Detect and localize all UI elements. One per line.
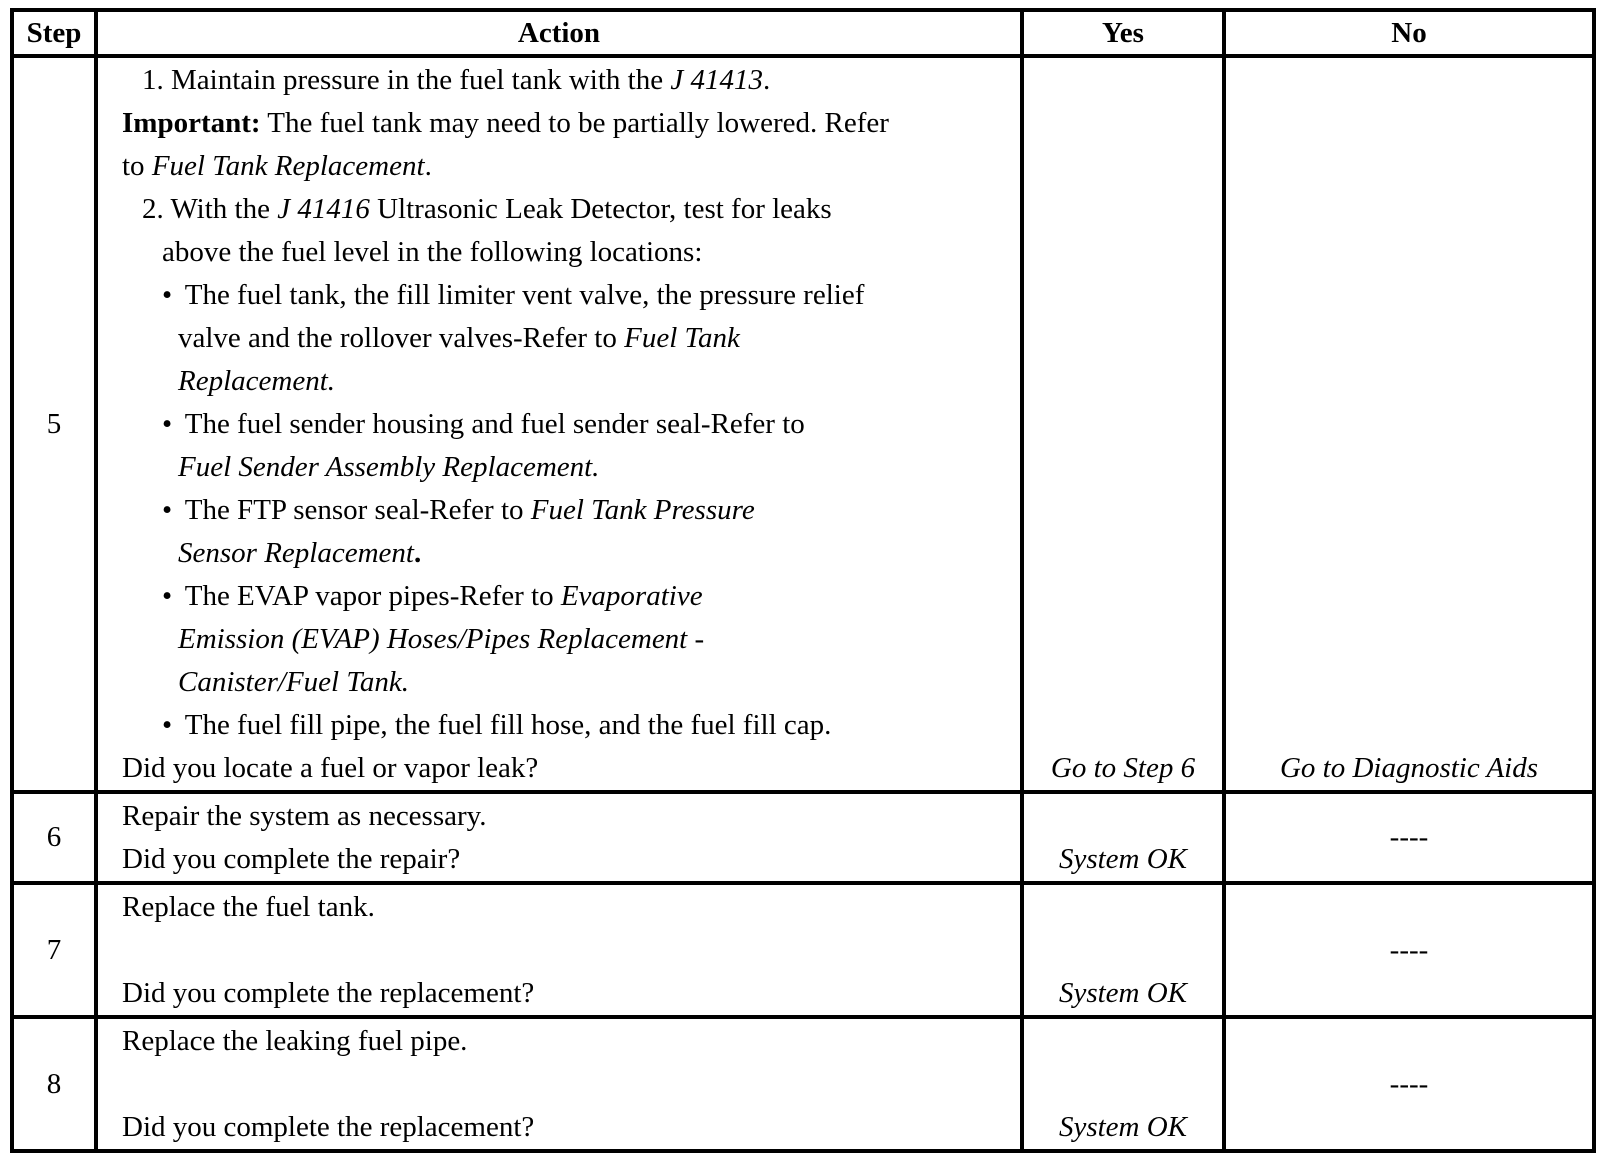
header-no: No	[1224, 10, 1594, 56]
header-step: Step	[12, 10, 96, 56]
yes-cell: Go to Step 6	[1022, 56, 1224, 792]
bullet-1-cont: valve and the rollover valves-Refer to Fuel Tank	[178, 322, 740, 354]
question: Did you locate a fuel or vapor leak?	[122, 752, 539, 784]
action-cell	[96, 883, 1022, 1017]
table-row-step-8	[12, 1017, 1594, 1151]
no-cell: Go to Diagnostic Aids	[1224, 56, 1594, 792]
question: Did you complete the repair?	[122, 843, 461, 875]
step-number: 8	[12, 1017, 96, 1151]
yes-cell: System OK	[1022, 1017, 1224, 1151]
action-cell	[96, 1017, 1022, 1151]
step-number: 6	[12, 792, 96, 883]
bullet-3: • The FTP sensor seal-Refer to Fuel Tank Pressure	[162, 494, 755, 526]
instruction-2: 2. With the J 41416 Ultrasonic Leak Detector, test for leaks	[142, 193, 832, 225]
action-text: Replace the fuel tank.	[122, 891, 375, 923]
bullet-4: • The EVAP vapor pipes-Refer to Evaporative	[162, 580, 703, 612]
important-note-cont: to Fuel Tank Replacement.	[122, 150, 432, 182]
yes-cell: System OK	[1022, 883, 1224, 1017]
bullet-2: • The fuel sender housing and fuel sender seal-Refer to	[162, 408, 805, 440]
no-cell: ----	[1224, 792, 1594, 883]
header-yes: Yes	[1022, 10, 1224, 56]
bullet-3-ref: Sensor Replacement.	[178, 537, 422, 569]
header-action: Action	[96, 10, 1022, 56]
action-cell	[96, 56, 1022, 792]
question: Did you complete the replacement?	[122, 1111, 535, 1143]
bullet-4-ref-cont: Canister/Fuel Tank.	[178, 666, 409, 698]
question: Did you complete the replacement?	[122, 977, 535, 1009]
bullet-4-ref: Emission (EVAP) Hoses/Pipes Replacement -	[178, 623, 705, 655]
table-row-step-6	[12, 792, 1594, 883]
table-row-step-7	[12, 883, 1594, 1017]
step-number: 5	[12, 56, 96, 792]
bullet-1: • The fuel tank, the fill limiter vent valve, the pressure relief	[162, 279, 865, 311]
no-cell: ----	[1224, 883, 1594, 1017]
bullet-2-ref: Fuel Sender Assembly Replacement.	[178, 451, 600, 483]
instruction-1: 1. Maintain pressure in the fuel tank with the J 41413.	[142, 64, 771, 96]
bullet-1-ref: Replacement.	[178, 365, 336, 397]
action-text: Replace the leaking fuel pipe.	[122, 1025, 468, 1057]
no-cell: ----	[1224, 1017, 1594, 1151]
table-row-step-5	[12, 56, 1594, 792]
action-text: Repair the system as necessary.	[122, 800, 487, 832]
important-note: Important: The fuel tank may need to be partially lowered. Refer	[122, 107, 889, 139]
action-cell	[96, 792, 1022, 883]
diagnostic-table	[10, 8, 1592, 1144]
yes-cell: System OK	[1022, 792, 1224, 883]
header-row	[12, 10, 1594, 56]
instruction-2-cont: above the fuel level in the following locations:	[162, 236, 703, 268]
bullet-5: • The fuel fill pipe, the fuel fill hose, and the fuel fill cap.	[162, 709, 832, 741]
step-number: 7	[12, 883, 96, 1017]
